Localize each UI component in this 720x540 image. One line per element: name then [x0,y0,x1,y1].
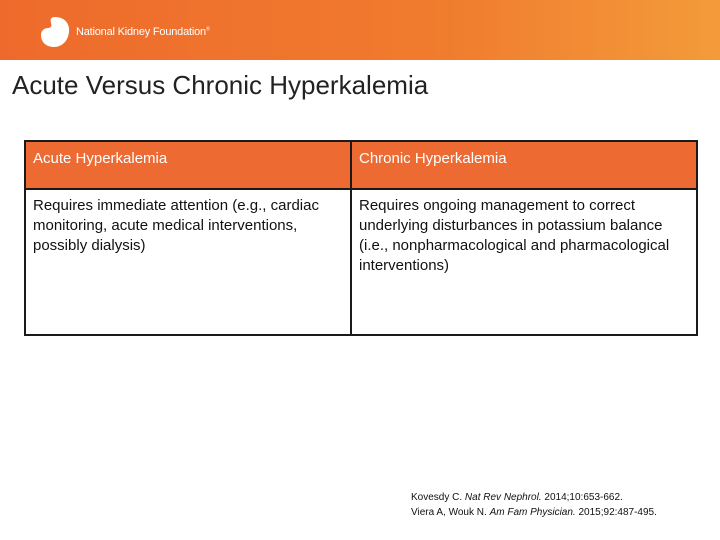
reference-item: Viera A, Wouk N. Am Fam Physician. 2015;92:487-495. [411,507,657,518]
references [411,490,657,520]
table-header-row [25,141,697,189]
table-row [25,189,697,335]
table-cell-chronic: Requires ongoing management to correct underlying disturbances in potassium balance (i.e., nonpharmacological and pharmacological interventions) [351,189,697,335]
comparison-table [24,140,698,336]
header-banner [0,0,720,60]
slide-title: Acute Versus Chronic Hyperkalemia [12,70,429,100]
reference-item: Kovesdy C. Nat Rev Nephrol. 2014;10:653-662. [411,492,623,503]
organization-logo-text: National Kidney Foundation® [76,26,210,38]
table-cell-acute: Requires immediate attention (e.g., cardiac monitoring, acute medical interventions, possibly dialysis) [25,189,351,335]
kidney-logo-icon [38,15,72,49]
column-header-chronic: Chronic Hyperkalemia [351,141,697,189]
column-header-acute: Acute Hyperkalemia [25,141,351,189]
